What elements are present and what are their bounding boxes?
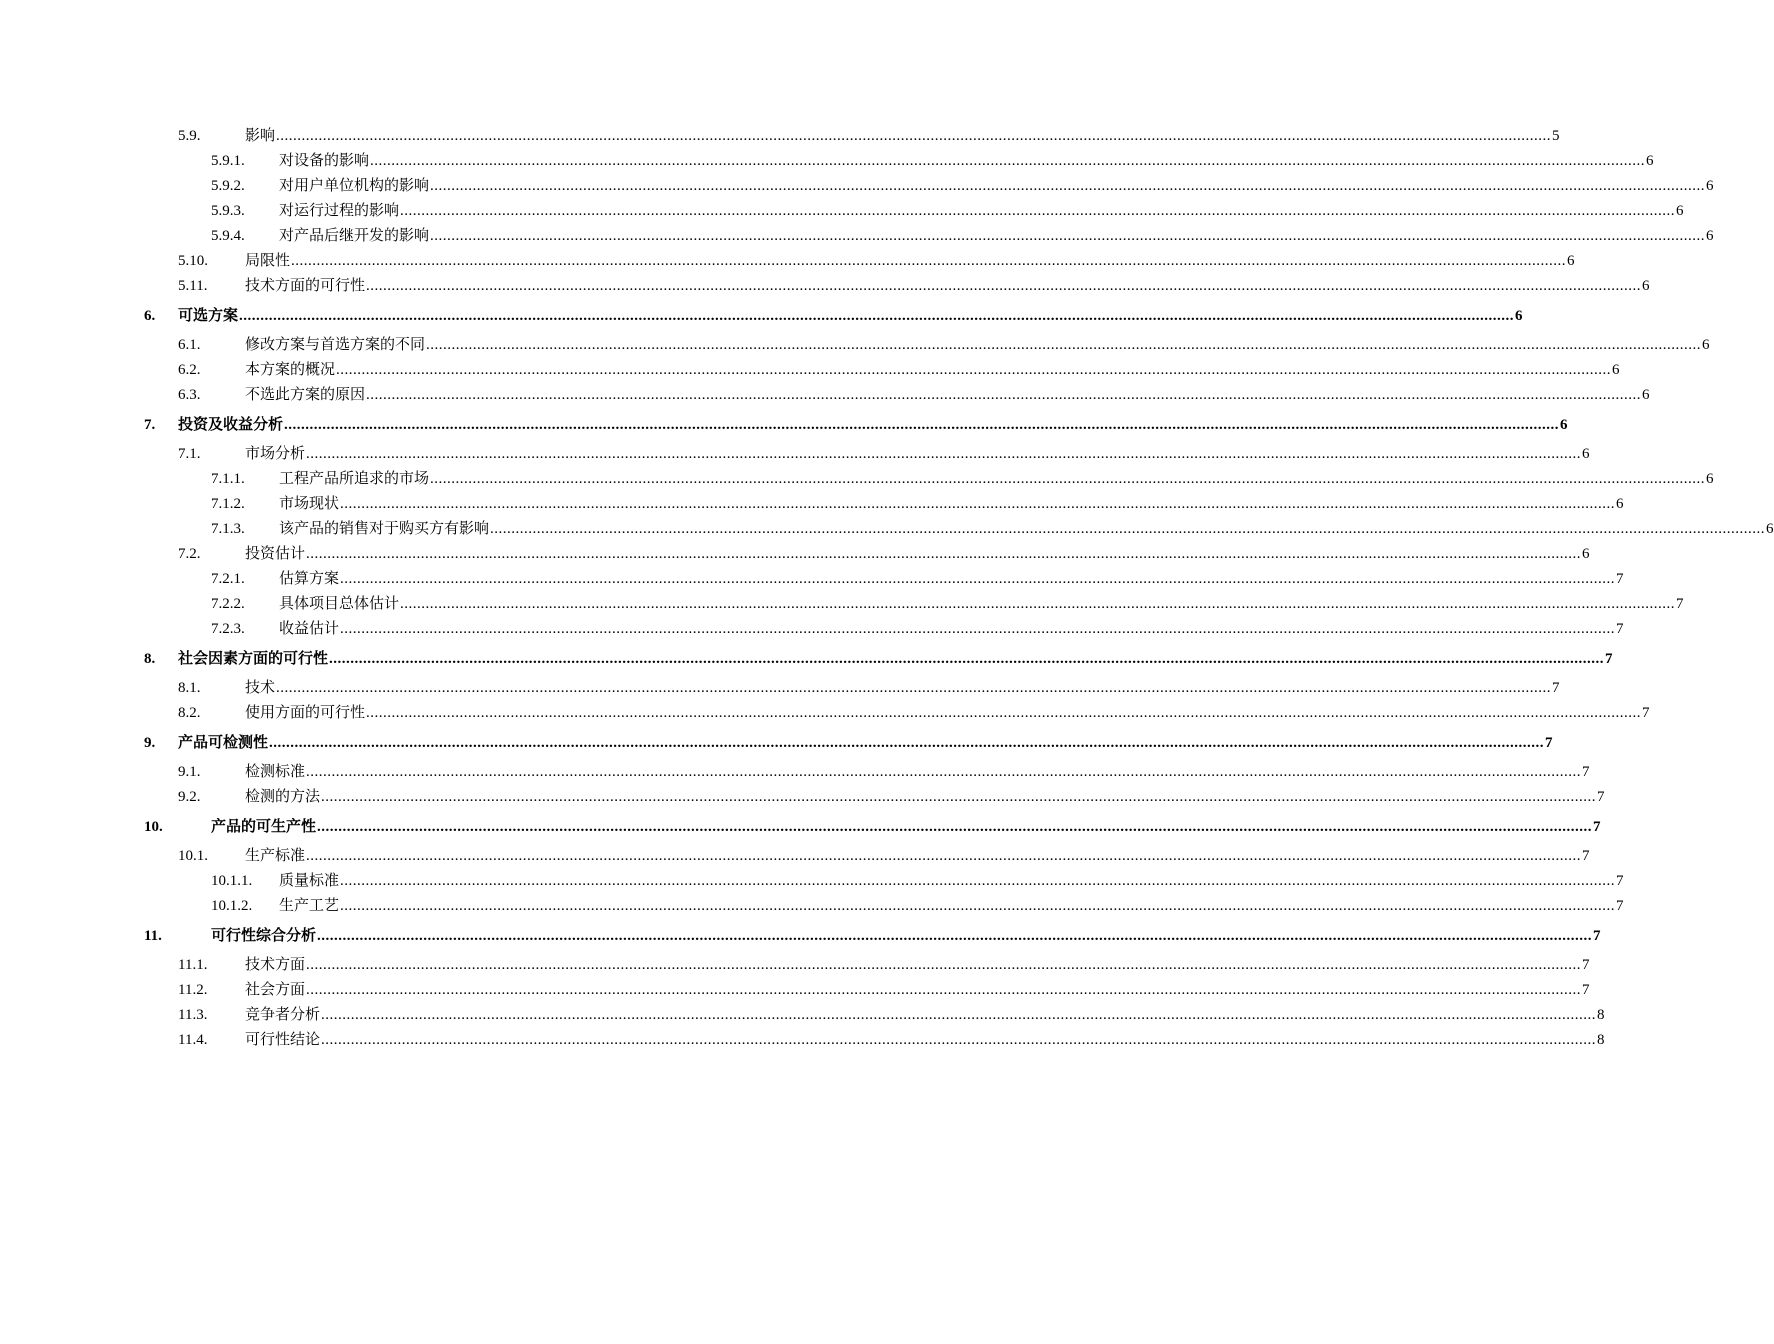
entry-page: 7 bbox=[1676, 596, 1684, 612]
entry-title: 该产品的销售对于购买方有影响 bbox=[279, 521, 490, 537]
entry-page: 7 bbox=[1616, 621, 1624, 637]
entry-title: 技术方面的可行性 bbox=[245, 278, 366, 294]
entry-title: 局限性 bbox=[245, 253, 291, 269]
toc-entry[interactable] bbox=[0, 617, 1624, 642]
entry-number: 11.3. bbox=[178, 1007, 208, 1023]
entry-page: 8 bbox=[1597, 1007, 1605, 1023]
toc-entry[interactable] bbox=[0, 249, 1575, 274]
entry-title: 生产工艺 bbox=[279, 898, 340, 914]
entry-page: 7 bbox=[1582, 848, 1590, 864]
entry-title: 本方案的概况 bbox=[245, 362, 336, 378]
entry-title: 生产标准 bbox=[245, 848, 306, 864]
entry-title: 技术 bbox=[245, 680, 276, 696]
entry-title: 可行性结论 bbox=[245, 1032, 321, 1048]
entry-page: 6 bbox=[1612, 362, 1620, 378]
dot-leader: ............................................................................................................................................................................................................................................................................................................ bbox=[321, 789, 1597, 805]
entry-number: 7.1.2. bbox=[211, 496, 245, 512]
dot-leader: ............................................................................................................................................................................................................................................................................................................ bbox=[340, 571, 1616, 587]
dot-leader: ............................................................................................................................................................................................................................................................................................................ bbox=[321, 1007, 1597, 1023]
entry-page: 6 bbox=[1706, 228, 1714, 244]
table-of-contents bbox=[0, 124, 1774, 1053]
dot-leader: ............................................................................................................................................................................................................................................................................................................ bbox=[276, 128, 1552, 144]
entry-title: 使用方面的可行性 bbox=[245, 705, 366, 721]
dot-leader: ............................................................................................................................................................................................................................................................................................................ bbox=[400, 203, 1676, 219]
entry-title: 对运行过程的影响 bbox=[279, 203, 400, 219]
chapter-page: 7 bbox=[1545, 735, 1553, 751]
entry-number: 6.2. bbox=[178, 362, 201, 378]
entry-number: 5.11. bbox=[178, 278, 208, 294]
chapter-title: 投资及收益分析 bbox=[178, 417, 284, 433]
entry-title: 对设备的影响 bbox=[279, 153, 370, 169]
entry-number: 11.2. bbox=[178, 982, 208, 998]
entry-title: 技术方面 bbox=[245, 957, 306, 973]
chapter-number: 8. bbox=[144, 651, 156, 667]
entry-page: 7 bbox=[1582, 957, 1590, 973]
entry-title: 社会方面 bbox=[245, 982, 306, 998]
entry-number: 5.9.3. bbox=[211, 203, 245, 219]
toc-chapter[interactable] bbox=[0, 726, 1553, 760]
entry-title: 影响 bbox=[245, 128, 276, 144]
entry-page: 7 bbox=[1552, 680, 1560, 696]
dot-leader: ............................................................................................................................................................................................................................................................................................................ bbox=[426, 337, 1702, 353]
entry-number: 11.1. bbox=[178, 957, 208, 973]
entry-number: 5.9. bbox=[178, 128, 201, 144]
toc-entry[interactable] bbox=[0, 760, 1590, 785]
entry-page: 6 bbox=[1706, 178, 1714, 194]
chapter-number: 9. bbox=[144, 735, 156, 751]
dot-leader: ............................................................................................................................................................................................................................................................................................................ bbox=[269, 735, 1545, 751]
toc-entry[interactable] bbox=[0, 467, 1714, 492]
chapter-page: 7 bbox=[1593, 819, 1601, 835]
dot-leader: ............................................................................................................................................................................................................................................................................................................ bbox=[366, 278, 1642, 294]
entry-number: 5.9.1. bbox=[211, 153, 245, 169]
toc-entry[interactable] bbox=[0, 149, 1654, 174]
entry-number: 8.1. bbox=[178, 680, 201, 696]
toc-chapter[interactable] bbox=[0, 810, 1601, 844]
dot-leader: ............................................................................................................................................................................................................................................................................................................ bbox=[276, 680, 1552, 696]
entry-page: 7 bbox=[1582, 764, 1590, 780]
chapter-title: 社会因素方面的可行性 bbox=[178, 651, 329, 667]
entry-page: 6 bbox=[1706, 471, 1714, 487]
entry-title: 修改方案与首选方案的不同 bbox=[245, 337, 426, 353]
toc-entry[interactable] bbox=[0, 1028, 1605, 1053]
entry-number: 11.4. bbox=[178, 1032, 208, 1048]
entry-number: 7.2.2. bbox=[211, 596, 245, 612]
dot-leader: ............................................................................................................................................................................................................................................................................................................ bbox=[400, 596, 1676, 612]
dot-leader: ............................................................................................................................................................................................................................................................................................................ bbox=[340, 873, 1616, 889]
entry-title: 估算方案 bbox=[279, 571, 340, 587]
toc-entry[interactable] bbox=[0, 492, 1624, 517]
dot-leader: ............................................................................................................................................................................................................................................................................................................ bbox=[370, 153, 1646, 169]
entry-page: 6 bbox=[1582, 546, 1590, 562]
chapter-page: 7 bbox=[1593, 928, 1601, 944]
toc-entry[interactable] bbox=[0, 567, 1624, 592]
toc-entry[interactable] bbox=[0, 542, 1590, 567]
dot-leader: ............................................................................................................................................................................................................................................................................................................ bbox=[490, 521, 1766, 537]
entry-number: 5.9.4. bbox=[211, 228, 245, 244]
entry-title: 投资估计 bbox=[245, 546, 306, 562]
entry-title: 具体项目总体估计 bbox=[279, 596, 400, 612]
entry-title: 工程产品所追求的市场 bbox=[279, 471, 430, 487]
dot-leader: ............................................................................................................................................................................................................................................................................................................ bbox=[306, 446, 1582, 462]
dot-leader: ............................................................................................................................................................................................................................................................................................................ bbox=[284, 417, 1560, 433]
dot-leader: ............................................................................................................................................................................................................................................................................................................ bbox=[430, 471, 1706, 487]
entry-page: 6 bbox=[1567, 253, 1575, 269]
entry-page: 7 bbox=[1582, 982, 1590, 998]
toc-entry[interactable] bbox=[0, 174, 1714, 199]
toc-chapter[interactable] bbox=[0, 299, 1523, 333]
dot-leader: ............................................................................................................................................................................................................................................................................................................ bbox=[366, 387, 1642, 403]
chapter-title: 产品可检测性 bbox=[178, 735, 269, 751]
entry-number: 6.3. bbox=[178, 387, 201, 403]
toc-entry[interactable] bbox=[0, 894, 1624, 919]
dot-leader: ............................................................................................................................................................................................................................................................................................................ bbox=[430, 178, 1706, 194]
chapter-number: 6. bbox=[144, 308, 156, 324]
chapter-title: 可选方案 bbox=[178, 308, 239, 324]
toc-chapter[interactable] bbox=[0, 919, 1601, 953]
toc-entry[interactable] bbox=[0, 199, 1684, 224]
entry-number: 10.1. bbox=[178, 848, 208, 864]
toc-entry[interactable] bbox=[0, 676, 1560, 701]
chapter-number: 10. bbox=[144, 819, 163, 835]
entry-page: 6 bbox=[1616, 496, 1624, 512]
entry-number: 7.2. bbox=[178, 546, 201, 562]
entry-page: 6 bbox=[1642, 387, 1650, 403]
toc-entry[interactable] bbox=[0, 383, 1650, 408]
chapter-number: 7. bbox=[144, 417, 156, 433]
entry-page: 6 bbox=[1582, 446, 1590, 462]
entry-page: 7 bbox=[1616, 898, 1624, 914]
entry-number: 7.2.3. bbox=[211, 621, 245, 637]
dot-leader: ............................................................................................................................................................................................................................................................................................................ bbox=[366, 705, 1642, 721]
toc-chapter[interactable] bbox=[0, 642, 1613, 676]
entry-number: 9.1. bbox=[178, 764, 201, 780]
toc-entry[interactable] bbox=[0, 333, 1710, 358]
toc-entry[interactable] bbox=[0, 785, 1605, 810]
toc-chapter[interactable] bbox=[0, 408, 1568, 442]
dot-leader: ............................................................................................................................................................................................................................................................................................................ bbox=[430, 228, 1706, 244]
entry-title: 收益估计 bbox=[279, 621, 340, 637]
entry-title: 质量标准 bbox=[279, 873, 340, 889]
entry-page: 6 bbox=[1646, 153, 1654, 169]
toc-entry[interactable] bbox=[0, 517, 1774, 542]
entry-number: 5.9.2. bbox=[211, 178, 245, 194]
toc-entry[interactable] bbox=[0, 701, 1650, 726]
chapter-page: 6 bbox=[1515, 308, 1523, 324]
dot-leader: ............................................................................................................................................................................................................................................................................................................ bbox=[291, 253, 1567, 269]
dot-leader: ............................................................................................................................................................................................................................................................................................................ bbox=[329, 651, 1605, 667]
dot-leader: ............................................................................................................................................................................................................................................................................................................ bbox=[317, 819, 1593, 835]
toc-entry[interactable] bbox=[0, 844, 1590, 869]
entry-number: 9.2. bbox=[178, 789, 201, 805]
entry-title: 市场现状 bbox=[279, 496, 340, 512]
entry-page: 5 bbox=[1552, 128, 1560, 144]
entry-number: 7.1.1. bbox=[211, 471, 245, 487]
entry-title: 检测的方法 bbox=[245, 789, 321, 805]
entry-title: 对产品后继开发的影响 bbox=[279, 228, 430, 244]
entry-title: 市场分析 bbox=[245, 446, 306, 462]
dot-leader: ............................................................................................................................................................................................................................................................................................................ bbox=[239, 308, 1515, 324]
chapter-page: 6 bbox=[1560, 417, 1568, 433]
entry-number: 7.2.1. bbox=[211, 571, 245, 587]
entry-title: 检测标准 bbox=[245, 764, 306, 780]
entry-page: 6 bbox=[1676, 203, 1684, 219]
entry-page: 6 bbox=[1766, 521, 1774, 537]
toc-entry[interactable] bbox=[0, 274, 1650, 299]
dot-leader: ............................................................................................................................................................................................................................................................................................................ bbox=[306, 982, 1582, 998]
toc-entry[interactable] bbox=[0, 953, 1590, 978]
entry-title: 不选此方案的原因 bbox=[245, 387, 366, 403]
dot-leader: ............................................................................................................................................................................................................................................................................................................ bbox=[340, 496, 1616, 512]
entry-page: 6 bbox=[1702, 337, 1710, 353]
toc-entry[interactable] bbox=[0, 1003, 1605, 1028]
entry-page: 7 bbox=[1616, 873, 1624, 889]
entry-number: 10.1.1. bbox=[211, 873, 253, 889]
entry-number: 7.1. bbox=[178, 446, 201, 462]
dot-leader: ............................................................................................................................................................................................................................................................................................................ bbox=[306, 848, 1582, 864]
entry-number: 6.1. bbox=[178, 337, 201, 353]
entry-number: 8.2. bbox=[178, 705, 201, 721]
entry-page: 7 bbox=[1642, 705, 1650, 721]
dot-leader: ............................................................................................................................................................................................................................................................................................................ bbox=[306, 546, 1582, 562]
chapter-number: 11. bbox=[144, 928, 162, 944]
toc-entry[interactable] bbox=[0, 592, 1684, 617]
dot-leader: ............................................................................................................................................................................................................................................................................................................ bbox=[317, 928, 1593, 944]
entry-page: 7 bbox=[1597, 789, 1605, 805]
dot-leader: ............................................................................................................................................................................................................................................................................................................ bbox=[336, 362, 1612, 378]
toc-entry[interactable] bbox=[0, 978, 1590, 1003]
toc-entry[interactable] bbox=[0, 124, 1560, 149]
toc-entry[interactable] bbox=[0, 869, 1624, 894]
dot-leader: ............................................................................................................................................................................................................................................................................................................ bbox=[340, 898, 1616, 914]
entry-page: 8 bbox=[1597, 1032, 1605, 1048]
entry-page: 6 bbox=[1642, 278, 1650, 294]
chapter-title: 可行性综合分析 bbox=[211, 928, 317, 944]
entry-title: 对用户单位机构的影响 bbox=[279, 178, 430, 194]
dot-leader: ............................................................................................................................................................................................................................................................................................................ bbox=[340, 621, 1616, 637]
toc-entry[interactable] bbox=[0, 442, 1590, 467]
chapter-title: 产品的可生产性 bbox=[211, 819, 317, 835]
dot-leader: ............................................................................................................................................................................................................................................................................................................ bbox=[306, 957, 1582, 973]
entry-number: 10.1.2. bbox=[211, 898, 253, 914]
chapter-page: 7 bbox=[1605, 651, 1613, 667]
entry-number: 5.10. bbox=[178, 253, 208, 269]
entry-title: 竞争者分析 bbox=[245, 1007, 321, 1023]
entry-number: 7.1.3. bbox=[211, 521, 245, 537]
toc-entry[interactable] bbox=[0, 358, 1620, 383]
dot-leader: ............................................................................................................................................................................................................................................................................................................ bbox=[321, 1032, 1597, 1048]
toc-entry[interactable] bbox=[0, 224, 1714, 249]
entry-page: 7 bbox=[1616, 571, 1624, 587]
dot-leader: ............................................................................................................................................................................................................................................................................................................ bbox=[306, 764, 1582, 780]
